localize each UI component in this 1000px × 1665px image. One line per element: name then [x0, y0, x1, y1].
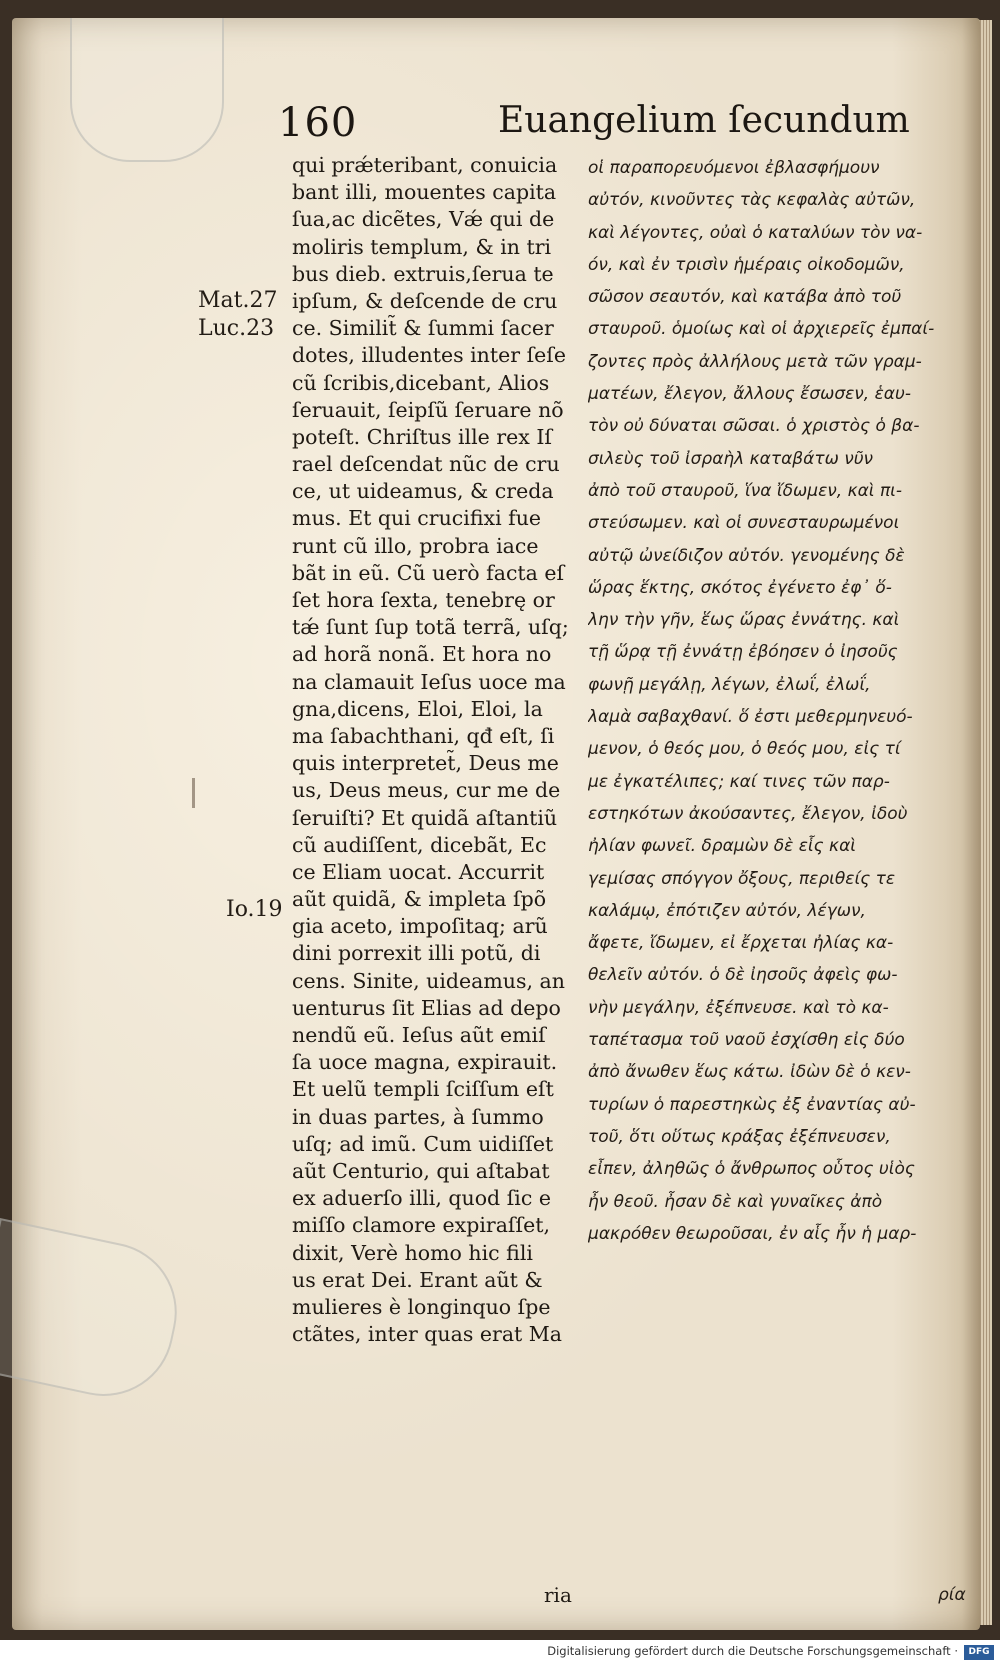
latin-catchword: ria — [544, 1583, 572, 1607]
greek-text-line: τυρίων ὁ παρεστηκὼς ἐξ ἐναντίας αὐ- — [588, 1094, 916, 1115]
latin-text-line: us erat Dei. Erant aũt & — [292, 1267, 543, 1292]
greek-text-line: ἄφετε, ἴδωμεν, εἰ ἔρχεται ἠλίας κα- — [588, 933, 894, 954]
latin-text-line: ipſum, & deſcende de cru — [292, 288, 558, 313]
latin-text-line: bãt in eũ. Cũ uerò facta eſ — [292, 560, 565, 585]
stray-mark — [192, 778, 195, 808]
latin-text-line: dixit, Verè homo hic fili — [292, 1240, 533, 1265]
greek-text-line: θελεῖν αὐτόν. ὁ δὲ ἰησοῦς ἀφεὶς φω- — [588, 965, 898, 986]
marginal-note-luc: Luc.23 — [198, 316, 275, 341]
latin-text-line: Et uelũ templi ſciſſum eſt — [292, 1077, 554, 1102]
latin-text-line: dini porrexit illi potũ, di — [292, 941, 541, 966]
latin-text-line: ſeruauit, ſeipſũ ſeruare nõ — [292, 397, 564, 422]
latin-text-line: cens. Sinite, uideamus, an — [292, 968, 565, 993]
latin-text-line: aũt quidã, & impleta ſpõ — [292, 887, 547, 912]
greek-text-line: σῶσον σεαυτόν, καὶ κατάβα ἀπὸ τοῦ — [588, 287, 902, 308]
footer-credit: Digitalisierung gefördert durch die Deutsche Forschungsgemeinschaft · — [547, 1644, 958, 1658]
latin-text-line: bant illi, mouentes capita — [292, 180, 557, 205]
latin-text-line: ctãtes, inter quas erat Ma — [292, 1322, 563, 1347]
greek-text-line: εἶπεν, ἀληθῶς ὁ ἄνθρωπος οὗτος υἱὸς — [588, 1159, 915, 1180]
latin-text-line: tǽ ſunt ſup totã terrã, uſq; — [292, 615, 569, 640]
greek-text-line: μενον, ὁ θεός μου, ὁ θεός μου, εἰς τί — [588, 739, 901, 760]
latin-text-line: ce Eliam uocat. Accurrit — [292, 859, 545, 884]
latin-text-line: aũt Centurio, qui aſtabat — [292, 1158, 550, 1183]
greek-text-line: φωνῇ μεγάλῃ, λέγων, ἐλωΐ, ἐλωΐ, — [588, 674, 871, 695]
latin-column — [292, 152, 582, 1348]
greek-text-line: νὴν μεγάλην, ἐξέπνευσε. καὶ τὸ κα- — [588, 997, 889, 1018]
latin-text-line: in duas partes, à ſummo — [292, 1104, 544, 1129]
greek-text-line: σιλεὺς τοῦ ἰσραὴλ καταβάτω νῦν — [588, 448, 874, 469]
greek-text-line: ἦν θεοῦ. ἦσαν δὲ καὶ γυναῖκες ἀπὸ — [588, 1191, 883, 1212]
latin-text-line: moliris templum, & in tri — [292, 234, 552, 259]
greek-text-line: εστηκότων ἀκούσαντες, ἔλεγον, ἰδοὺ — [588, 803, 908, 824]
latin-text-line: ma ſabachthani, qđ eſt, ſi — [292, 723, 555, 748]
greek-text-line: γεμίσας σπόγγον ὄξους, περιθείς τε — [588, 868, 896, 889]
greek-text-line: καλάμῳ, ἐπότιζεν αὐτόν, λέγων, — [588, 900, 866, 921]
greek-text-line: σταυροῦ. ὁμοίως καὶ οἱ ἀρχιερεῖς ἐμπαί- — [588, 319, 935, 340]
greek-text-line: με ἐγκατέλιπες; καί τινες τῶν παρ- — [588, 771, 890, 792]
marginal-note-mat: Mat.27 — [198, 288, 278, 313]
greek-text-line: ταπέτασμα τοῦ ναοῦ ἐσχίσθη εἰς δύο — [588, 1030, 905, 1051]
glass-clip-top — [70, 18, 224, 162]
latin-text-line: qui prǽteribant, conuicia — [292, 153, 558, 177]
page-number: 160 — [278, 100, 358, 146]
latin-text-line: us, Deus meus, cur me de — [292, 778, 561, 803]
greek-text-line: μακρόθεν θεωροῦσαι, ἐν αἷς ἦν ἡ μαρ- — [588, 1223, 917, 1244]
running-head: Euangelium ſecundum — [498, 100, 910, 141]
greek-text-line: ματέων, ἔλεγον, ἄλλους ἔσωσεν, ἑαυ- — [588, 384, 911, 405]
greek-text-line: ἀπὸ ἄνωθεν ἕως κάτω. ἰδὼν δὲ ὁ κεν- — [588, 1062, 911, 1083]
latin-text-line: ſua,ac dicẽtes, Vǽ qui de — [292, 207, 555, 232]
latin-text-line: mulieres è longinquo ſpe — [292, 1294, 551, 1319]
greek-text-line: αὐτόν, κινοῦντες τὰς κεφαλὰς αὐτῶν, — [588, 190, 916, 211]
latin-text-line: quis interpretet̃, Deus me — [292, 751, 559, 776]
latin-text-line: na clamauit Ieſus uoce ma — [292, 669, 566, 694]
latin-text-line: rael deſcendat nũc de cru — [292, 452, 560, 477]
greek-text-line: ἀπὸ τοῦ σταυροῦ, ἵνα ἴδωμεν, καὶ πι- — [588, 480, 903, 501]
greek-text-line: όν, καὶ ἐν τρισὶν ἡμέραις οἰκοδομῶν, — [588, 254, 905, 275]
latin-text-line: nendũ eũ. Ieſus aũt emiſ — [292, 1023, 546, 1047]
latin-text-line: cũ ſcribis,dicebant, Alios — [292, 370, 550, 395]
greek-text-line: ὥρας ἕκτης, σκότος ἐγένετο ἐφ᾽ ὅ- — [588, 577, 892, 598]
latin-text-line: poteſt. Chriſtus ille rex Iſ — [292, 424, 553, 449]
latin-text-line: gia aceto, impoſitaq; arũ — [292, 914, 548, 939]
latin-text-line: ſeruiſti? Et quidã aſtantiũ — [292, 805, 558, 830]
latin-text-line: gna,dicens, Eloi, Eloi, la — [292, 696, 543, 721]
latin-text-line: ad horã nonã. Et hora no — [292, 642, 552, 667]
latin-text-line: dotes, illudentes inter ſeſe — [292, 343, 567, 368]
latin-text-line: ce, ut uideamus, & creda — [292, 479, 554, 504]
latin-text-line: bus dieb. extruis,ſerua te — [292, 261, 554, 286]
greek-text-line: αὐτῷ ὠνείδιζον αὐτόν. γενομένης δὲ — [588, 545, 905, 566]
greek-text-line: ἠλίαν φωνεῖ. δραμὼν δὲ εἷς καὶ — [588, 836, 857, 857]
greek-text-line: στεύσωμεν. καὶ οἱ συνεσταυρωμένοι — [588, 513, 900, 534]
page-edge — [978, 20, 992, 1625]
latin-text-line: ce. Similit̃ & ſummi ſacer — [292, 316, 554, 341]
greek-text-line: καὶ λέγοντες, οὐαὶ ὁ καταλύων τὸν να- — [588, 222, 923, 243]
latin-text-line: cũ audiſſent, dicebãt, Ec — [292, 832, 547, 857]
greek-catchword: ρία — [938, 1585, 966, 1605]
greek-text-line: τῇ ὥρᾳ τῇ ἐννάτῃ ἐβόησεν ὁ ἰησοῦς — [588, 642, 898, 663]
latin-text-line: miſſo clamore expiraſſet, — [292, 1213, 550, 1238]
latin-text-line: uſq; ad imũ. Cum uidiſſet — [292, 1131, 554, 1156]
latin-text-line: mus. Et qui crucifixi fue — [292, 506, 542, 531]
greek-text-line: τοῦ, ὅτι οὕτως κράξας ἐξέπνευσεν, — [588, 1126, 891, 1147]
latin-text-line: runt cũ illo, probra iace — [292, 533, 539, 558]
latin-text-line: ſet hora ſexta, tenebrę or — [292, 588, 555, 612]
dfg-logo: DFG — [964, 1645, 994, 1660]
greek-text-line: ζοντες πρὸς ἀλλήλους μετὰ τῶν γραμ- — [588, 351, 922, 372]
latin-text-line: uenturus ſit Elias ad depo — [292, 995, 561, 1020]
latin-text-line: ſa uoce magna, expirauit. — [292, 1050, 558, 1075]
greek-text-line: οἱ παραπορευόμενοι ἐβλασφήμουν — [588, 158, 880, 178]
latin-text-line: ex aduerſo illi, quod ſic e — [292, 1186, 551, 1211]
greek-text-line: τὸν οὐ δύναται σῶσαι. ὁ χριστὸς ὁ βα- — [588, 416, 920, 437]
greek-column — [588, 152, 971, 1250]
marginal-note-io: Io.19 — [226, 897, 283, 922]
greek-text-line: λαμὰ σαβαχθανί. ὅ ἐστι μεθερμηνευό- — [588, 707, 913, 728]
greek-text-line: λην τὴν γῆν, ἕως ὥρας ἐννάτης. καὶ — [588, 610, 900, 631]
footer-bar — [0, 1640, 1000, 1665]
